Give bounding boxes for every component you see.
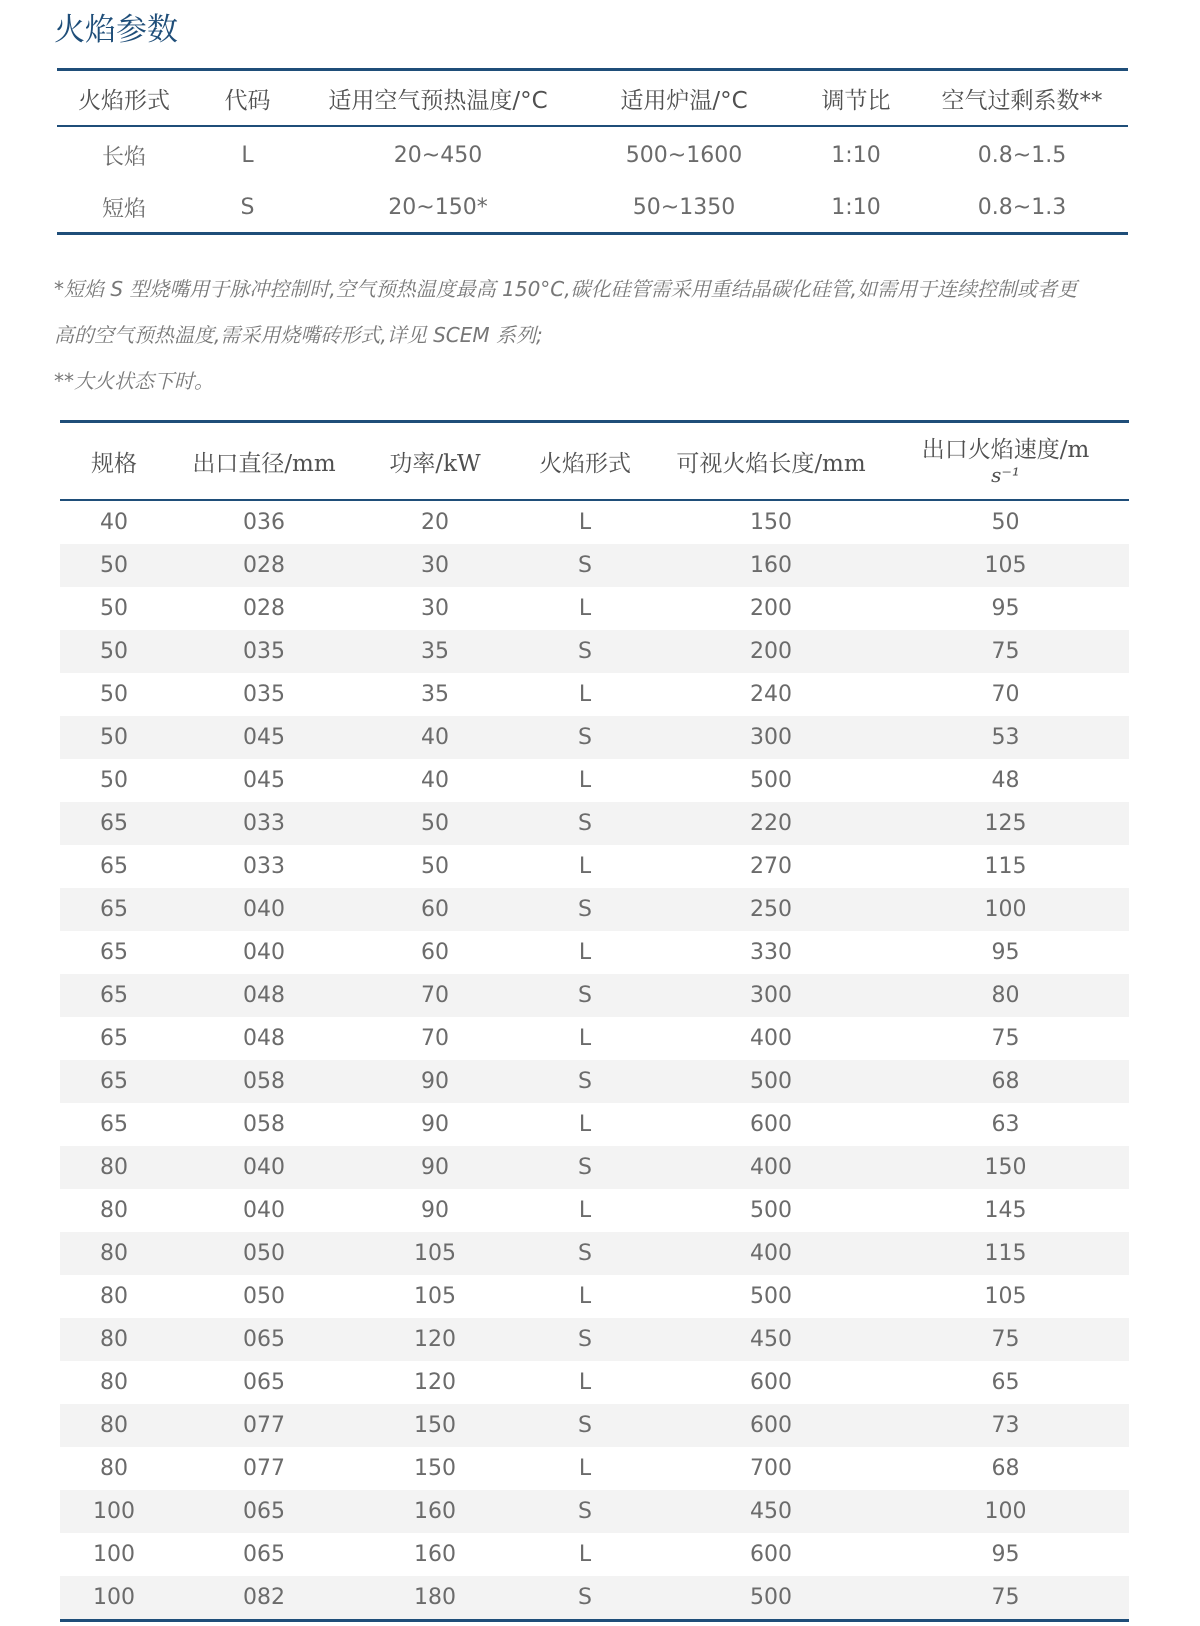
- table-cell: 220: [660, 802, 882, 845]
- table-cell: L: [578, 682, 592, 707]
- spec-table: [60, 420, 1129, 1622]
- table-cell: 500: [660, 1060, 882, 1103]
- table-cell: 200: [750, 596, 792, 621]
- table-cell: 270: [750, 854, 792, 879]
- table-cell: 70: [360, 974, 510, 1017]
- table-row: [60, 1017, 1129, 1060]
- table-row: [60, 1275, 1129, 1318]
- table-cell: 150: [414, 1456, 456, 1481]
- table-cell: S: [510, 1146, 660, 1189]
- table-cell: 50: [100, 682, 128, 707]
- table-row: [60, 888, 1129, 931]
- table-cell: 120: [414, 1370, 456, 1395]
- table-row: [60, 974, 1129, 1017]
- table-cell: 1:10: [831, 195, 881, 220]
- table-cell: 500: [750, 1198, 792, 1223]
- table-cell: 73: [882, 1404, 1129, 1447]
- table-row: [60, 845, 1129, 888]
- table-cell: 50: [60, 716, 168, 759]
- table-cell: 80: [100, 1370, 128, 1395]
- spec-table-body: [60, 500, 1129, 1621]
- table-cell: S: [510, 1404, 660, 1447]
- table-cell: 65: [100, 1112, 128, 1137]
- footnote-line-1: *短焰 S 型烧嘴用于脉冲控制时,空气预热温度最高 150°C,碳化硅管需采用重结晶碳化硅管,如需用于连续控制或者更: [54, 277, 1077, 301]
- table-cell: S: [510, 802, 660, 845]
- table-cell: 80: [882, 974, 1129, 1017]
- table-cell: 40: [100, 510, 128, 535]
- table-cell: 100: [93, 1542, 135, 1567]
- table-cell: 050: [243, 1284, 285, 1309]
- table-cell: 100: [882, 1490, 1129, 1533]
- table-cell: 040: [168, 1146, 360, 1189]
- header-text: 出口直径: [192, 450, 285, 477]
- table-cell: 028: [168, 544, 360, 587]
- table-cell: 600: [750, 1370, 792, 1395]
- table-cell: 长焰: [101, 144, 146, 170]
- table-cell: 63: [991, 1112, 1020, 1137]
- table-cell: 40: [360, 716, 510, 759]
- table-cell: 160: [360, 1490, 510, 1533]
- table-cell: 100: [60, 1576, 168, 1621]
- table-cell: 50: [360, 802, 510, 845]
- flame-table-header-air-preheat: 适用空气预热温度/°C: [304, 70, 572, 127]
- table-cell: 65: [100, 1026, 128, 1051]
- table-cell: 600: [750, 1542, 792, 1567]
- table-cell: 050: [168, 1232, 360, 1275]
- table-cell: 700: [750, 1456, 792, 1481]
- table-cell: 045: [168, 716, 360, 759]
- header-unit: /mm: [284, 450, 336, 477]
- table-cell: 95: [991, 1542, 1020, 1567]
- table-cell: S: [510, 1490, 660, 1533]
- table-cell: L: [578, 596, 592, 621]
- table-cell: 077: [243, 1456, 285, 1481]
- table-cell: 48: [991, 768, 1020, 793]
- table-cell: S: [510, 1318, 660, 1361]
- table-cell: 160: [660, 544, 882, 587]
- table-cell: 30: [421, 596, 449, 621]
- table-cell: L: [578, 1456, 592, 1481]
- table-cell: 80: [100, 1198, 128, 1223]
- table-cell: 035: [168, 630, 360, 673]
- table-cell: L: [241, 142, 254, 168]
- table-cell: S: [510, 974, 660, 1017]
- table-cell: S: [510, 888, 660, 931]
- header-unit-sub: s⁻¹: [991, 463, 1020, 487]
- spec-table-header-power: [360, 422, 510, 501]
- table-cell: L: [578, 1026, 592, 1051]
- table-cell: 65: [60, 974, 168, 1017]
- table-cell: 20~450: [393, 142, 483, 168]
- table-cell: 040: [243, 1198, 285, 1223]
- table-cell: 65: [60, 888, 168, 931]
- table-cell: 100: [60, 1490, 168, 1533]
- table-row: [60, 759, 1129, 802]
- table-cell: 125: [882, 802, 1129, 845]
- table-cell: 082: [168, 1576, 360, 1621]
- table-cell: L: [578, 854, 592, 879]
- flame-table-header-furnace-temp: 适用炉温/°C: [572, 70, 796, 127]
- table-cell: 80: [60, 1232, 168, 1275]
- table-cell: 80: [60, 1146, 168, 1189]
- table-cell: L: [578, 510, 592, 535]
- table-cell: 95: [991, 596, 1020, 621]
- table-cell: 300: [660, 716, 882, 759]
- table-cell: 150: [360, 1404, 510, 1447]
- table-row: [60, 673, 1129, 716]
- table-cell: 短焰: [101, 197, 146, 222]
- table-cell: 60: [360, 888, 510, 931]
- table-cell: 035: [243, 682, 285, 707]
- table-cell: S: [510, 1232, 660, 1275]
- table-row: [60, 1060, 1129, 1103]
- table-cell: 150: [882, 1146, 1129, 1189]
- table-cell: 180: [360, 1576, 510, 1621]
- table-cell: 105: [414, 1284, 456, 1309]
- table-cell: 80: [60, 1404, 168, 1447]
- flame-table-header-row: [57, 70, 1128, 127]
- table-cell: 65: [991, 1370, 1020, 1395]
- table-row: [60, 1447, 1129, 1490]
- table-row: [60, 1576, 1129, 1621]
- table-cell: 20: [421, 510, 449, 535]
- table-cell: 50~1350: [632, 195, 736, 220]
- table-cell: 045: [243, 768, 285, 793]
- table-cell: 35: [360, 630, 510, 673]
- table-cell: 50: [100, 768, 128, 793]
- table-cell: 450: [660, 1490, 882, 1533]
- table-cell: S: [510, 1060, 660, 1103]
- header-stack: [882, 436, 1129, 464]
- table-cell: 90: [360, 1146, 510, 1189]
- table-cell: 250: [660, 888, 882, 931]
- table-cell: 1:10: [831, 142, 881, 168]
- spec-table-header-flame-form: 火焰形式: [510, 422, 660, 501]
- table-cell: 50: [60, 630, 168, 673]
- flame-table-header-turndown: 调节比: [796, 70, 916, 127]
- table-cell: 033: [168, 802, 360, 845]
- table-cell: 400: [660, 1232, 882, 1275]
- table-row: [60, 802, 1129, 845]
- table-cell: 40: [421, 768, 449, 793]
- table-cell: 105: [360, 1232, 510, 1275]
- table-cell: S: [510, 630, 660, 673]
- table-cell: 50: [421, 854, 449, 879]
- page-title: 火焰参数: [54, 12, 178, 48]
- table-cell: 60: [421, 940, 449, 965]
- table-cell: 240: [750, 682, 792, 707]
- table-cell: 68: [882, 1060, 1129, 1103]
- table-cell: 145: [984, 1198, 1027, 1223]
- table-cell: 065: [243, 1370, 285, 1395]
- table-row: [57, 126, 1128, 183]
- table-cell: 50: [991, 510, 1020, 535]
- table-cell: 80: [100, 1456, 128, 1481]
- table-cell: 50: [60, 544, 168, 587]
- table-cell: 0.8~1.5: [977, 142, 1067, 168]
- table-cell: 160: [414, 1542, 456, 1567]
- table-cell: 077: [168, 1404, 360, 1447]
- table-row: [60, 1146, 1129, 1189]
- footnote-line-2: 高的空气预热温度,需采用烧嘴砖形式,详见 SCEM 系列;: [54, 323, 543, 347]
- spec-table-header-flame-velocity: [882, 422, 1129, 501]
- table-row: [60, 1232, 1129, 1275]
- table-cell: 028: [243, 596, 285, 621]
- spec-table-header-flame-length: [660, 422, 882, 501]
- table-cell: 80: [60, 1318, 168, 1361]
- table-row: [60, 1103, 1129, 1146]
- table-cell: 500: [750, 768, 792, 793]
- table-cell: 65: [60, 1060, 168, 1103]
- table-row: [60, 1404, 1129, 1447]
- table-cell: L: [578, 768, 592, 793]
- table-cell: 600: [750, 1112, 792, 1137]
- table-cell: S: [510, 716, 660, 759]
- table-cell: L: [578, 1112, 592, 1137]
- spec-table-header-outlet-diameter: [168, 422, 360, 501]
- table-row: [60, 931, 1129, 974]
- table-cell: 35: [421, 682, 449, 707]
- table-cell: 600: [660, 1404, 882, 1447]
- table-cell: 75: [991, 1026, 1020, 1051]
- table-cell: 036: [243, 510, 285, 535]
- table-cell: 040: [168, 888, 360, 931]
- table-row: [60, 500, 1129, 544]
- table-row: [60, 587, 1129, 630]
- table-cell: 65: [100, 854, 128, 879]
- footnote-line-3: **大火状态下时。: [54, 369, 214, 393]
- table-cell: 200: [660, 630, 882, 673]
- table-cell: 065: [168, 1318, 360, 1361]
- table-cell: 400: [750, 1026, 792, 1051]
- table-cell: 500: [660, 1576, 882, 1621]
- table-cell: 95: [991, 940, 1020, 965]
- header-unit: /m: [1059, 437, 1090, 463]
- table-cell: 500: [750, 1284, 792, 1309]
- table-cell: 0.8~1.3: [977, 195, 1067, 220]
- table-cell: L: [578, 1198, 592, 1223]
- table-row: [60, 716, 1129, 759]
- table-cell: 65: [60, 802, 168, 845]
- table-cell: 115: [882, 1232, 1129, 1275]
- table-cell: L: [578, 1542, 592, 1567]
- table-cell: 105: [882, 544, 1129, 587]
- table-cell: 70: [421, 1026, 449, 1051]
- table-cell: 065: [168, 1490, 360, 1533]
- table-cell: 68: [991, 1456, 1020, 1481]
- table-cell: 300: [660, 974, 882, 1017]
- table-cell: 048: [243, 1026, 285, 1051]
- table-row: [60, 1490, 1129, 1533]
- table-cell: L: [578, 1370, 592, 1395]
- flame-table-header-excess-air: 空气过剩系数**: [916, 70, 1128, 127]
- table-cell: L: [578, 1284, 592, 1309]
- table-cell: 120: [360, 1318, 510, 1361]
- table-cell: 70: [991, 682, 1020, 707]
- footnotes: [54, 266, 1134, 404]
- table-row: [60, 1361, 1129, 1404]
- header-text: 可视火焰长度: [676, 450, 815, 477]
- table-cell: 048: [168, 974, 360, 1017]
- table-cell: 20~150*: [388, 195, 488, 220]
- table-cell: 058: [243, 1112, 285, 1137]
- flame-table-header-flame-form: 火焰形式: [57, 70, 191, 127]
- table-cell: 040: [243, 940, 285, 965]
- table-cell: 330: [750, 940, 792, 965]
- flame-table-header-code: 代码: [191, 70, 304, 127]
- table-cell: 450: [660, 1318, 882, 1361]
- table-cell: 80: [100, 1284, 128, 1309]
- table-cell: 90: [360, 1060, 510, 1103]
- table-cell: 150: [750, 510, 792, 535]
- table-row: [60, 1533, 1129, 1576]
- header-unit: /mm: [814, 450, 866, 477]
- spec-table-header-size: 规格: [60, 422, 168, 501]
- table-cell: 50: [100, 596, 128, 621]
- table-cell: 500~1600: [625, 142, 743, 168]
- spec-table-header-row: [60, 422, 1129, 501]
- header-text: 出口火焰速度: [921, 437, 1060, 463]
- header-unit: /kW: [435, 450, 481, 477]
- table-cell: 65: [100, 940, 128, 965]
- table-row: [60, 544, 1129, 587]
- table-row: [60, 1318, 1129, 1361]
- table-cell: L: [578, 940, 592, 965]
- table-cell: S: [240, 195, 255, 220]
- table-cell: S: [510, 544, 660, 587]
- table-cell: 115: [984, 854, 1027, 879]
- flame-type-table: [57, 68, 1128, 235]
- table-cell: 75: [882, 1318, 1129, 1361]
- table-cell: 90: [421, 1198, 449, 1223]
- table-cell: 400: [660, 1146, 882, 1189]
- table-cell: 058: [168, 1060, 360, 1103]
- table-cell: 75: [882, 1576, 1129, 1621]
- header-text: 功率: [389, 450, 436, 477]
- table-cell: 53: [882, 716, 1129, 759]
- table-cell: 90: [421, 1112, 449, 1137]
- table-row: [57, 183, 1128, 234]
- table-cell: 100: [882, 888, 1129, 931]
- table-cell: 30: [360, 544, 510, 587]
- table-cell: S: [510, 1576, 660, 1621]
- table-cell: 75: [882, 630, 1129, 673]
- table-row: [60, 1189, 1129, 1232]
- table-row: [60, 630, 1129, 673]
- table-cell: 033: [243, 854, 285, 879]
- table-cell: 065: [243, 1542, 285, 1567]
- table-cell: 105: [984, 1284, 1027, 1309]
